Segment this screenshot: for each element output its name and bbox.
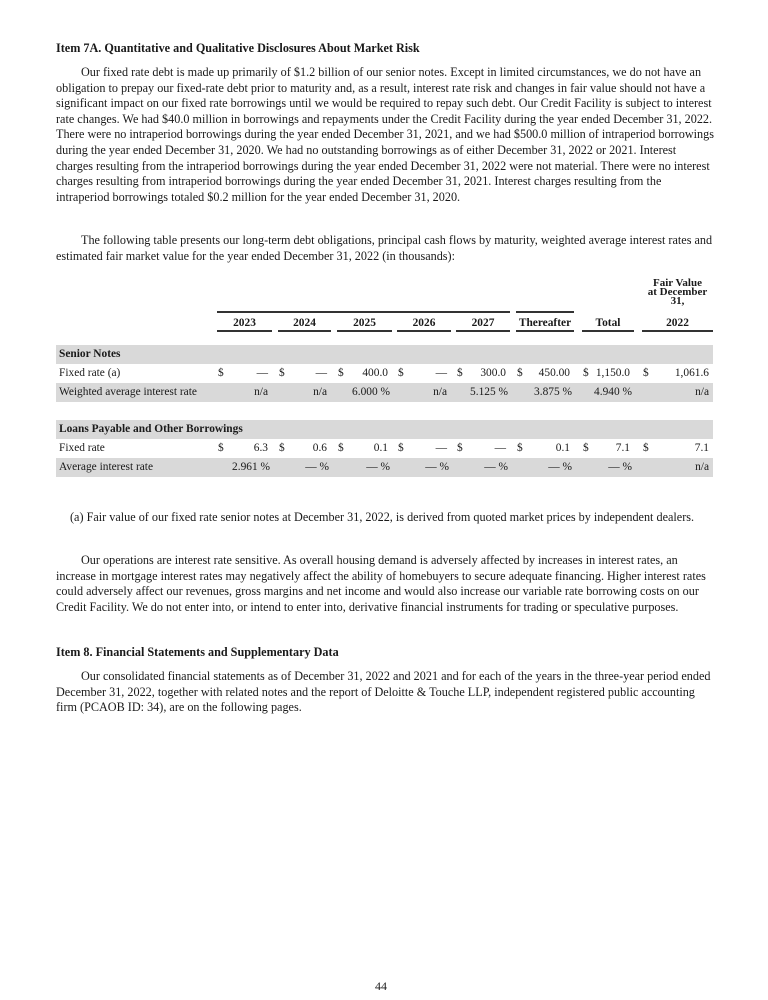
table-cell-value: 2.961 % [232, 461, 270, 473]
column-header: 2027 [471, 317, 495, 329]
dollar-sign: $ [338, 442, 344, 454]
row-label: Weighted average interest rate [59, 386, 197, 398]
dollar-sign: $ [398, 367, 404, 379]
table-cell-value: n/a [695, 461, 709, 473]
dollar-sign: $ [517, 442, 523, 454]
table-cell-value: — % [484, 461, 508, 473]
table-cell-value: 5.125 % [470, 386, 508, 398]
dollar-sign: $ [643, 367, 649, 379]
table-intro-paragraph: The following table presents our long-term debt obligations, principal cash flows by maturity, weighted average interest rates and estimated fair market value for the year ended December 31, 2022 (in thousands): [56, 233, 713, 263]
table-section-header [56, 345, 713, 364]
table-cell-value: 6.000 % [352, 386, 390, 398]
interest-rate-sensitivity-paragraph: Our operations are interest rate sensitive. As overall housing demand is adversely affected by increases in interest rates, an increase in mortgage interest rates may negatively affect the ability of homebuyers to secure adequate financing. Higher interest rates could adversely affect our revenues, gross margins and net income and would also increase our variable rate borrowing costs on our Credit Facility. We do not enter into, or intend to enter into, derivative financial instruments for trading or speculative purposes. [56, 553, 706, 614]
column-header: 2022 [666, 317, 689, 329]
column-header: 2026 [412, 317, 436, 329]
table-cell-value: — % [425, 461, 449, 473]
financial-statements-paragraph: Our consolidated financial statements as of December 31, 2022 and 2021 and for each of the years in the three-year period ended December 31, 2022, together with related notes and the report of Deloitte & Touche LLP, independent registered public accounting firm (PCAOB ID: 34), are on the following pages. [56, 669, 711, 715]
table-cell-value: 300.0 [480, 367, 506, 379]
column-header-underline [217, 330, 272, 332]
table-cell-value: 400.0 [362, 367, 388, 379]
dollar-sign: $ [279, 442, 285, 454]
table-cell-value: — % [548, 461, 572, 473]
table-cell-value: — [435, 442, 447, 454]
table-cell-value: 3.875 % [534, 386, 572, 398]
dollar-sign: $ [218, 442, 224, 454]
table-cell-value: n/a [695, 386, 709, 398]
table-row [56, 383, 713, 402]
header-top-rule [516, 311, 574, 313]
table-cell-value: 450.00 [538, 367, 570, 379]
column-header-underline [582, 330, 634, 332]
fair-value-header-line: 31, [670, 295, 685, 307]
dollar-sign: $ [338, 367, 344, 379]
table-cell-value: — [435, 367, 447, 379]
table-cell-value: — [315, 367, 327, 379]
table-cell-value: 0.1 [555, 442, 570, 454]
column-header-underline [516, 330, 574, 332]
table-cell-value: — % [366, 461, 390, 473]
dollar-sign: $ [583, 367, 589, 379]
row-label: Average interest rate [59, 461, 154, 473]
column-header-underline [337, 330, 392, 332]
dollar-sign: $ [643, 442, 649, 454]
column-header: Total [595, 317, 621, 329]
table-row [56, 439, 713, 458]
dollar-sign: $ [218, 367, 224, 379]
column-header-underline [397, 330, 451, 332]
table-cell-value: — [494, 442, 506, 454]
table-cell-value: — % [608, 461, 632, 473]
market-risk-paragraph: Our fixed rate debt is made up primarily of $1.2 billion of our senior notes. Except in limited circumstances, we do not have an obligation to prepay our fixed-rate debt prior to maturity and, as a result, interest rate risk and changes in fair value should not have a significant impact on our fixed rate borrowings until we would be required to repay such debt. Our Credit Facility is subject to interest rate changes. We had $40.0 million in borrowings and repayments under the Credit Facility during the year ended December 31, 2022. There were no intraperiod borrowings during the year ended December 31, 2021, and we had $500.0 million of intraperiod borrowings during the year ended December 31, 2020. We had no outstanding borrowings as of either December 31, 2022 or 2021. Interest charges resulting from the intraperiod borrowings during the year ended December 31, 2022 were not material. There were no interest charges resulting from intraperiod borrowings during the year ended December 31, 2021. Interest charges resulting from the intraperiod borrowings totaled $0.2 million for the year ended December 31, 2020. [56, 65, 714, 204]
table-cell-value: — % [305, 461, 329, 473]
table-cell-value: 1,150.0 [595, 367, 630, 379]
table-cell-value: — [256, 367, 268, 379]
column-header-underline [642, 330, 713, 332]
fair-value-header-line: Fair Value [652, 277, 702, 289]
table-cell-value: 7.1 [615, 442, 630, 454]
page-number: 44 [375, 979, 387, 993]
dollar-sign: $ [457, 367, 463, 379]
table-section-header [56, 420, 713, 439]
table-cell-value: 6.3 [253, 442, 268, 454]
column-header: Thereafter [518, 317, 572, 329]
table-cell-value: 1,061.6 [674, 367, 709, 379]
dollar-sign: $ [279, 367, 285, 379]
section-title: Senior Notes [59, 348, 121, 360]
dollar-sign: $ [398, 442, 404, 454]
row-label: Fixed rate (a) [59, 367, 121, 379]
table-cell-value: n/a [254, 386, 268, 398]
header-top-rule [217, 311, 510, 313]
footnote-a: (a) Fair value of our fixed rate senior notes at December 31, 2022, is derived from quoted market prices by independent dealers. [70, 510, 695, 524]
table-cell-value: 4.940 % [594, 386, 632, 398]
table-cell-value: 0.6 [312, 442, 327, 454]
table-cell-value: n/a [433, 386, 447, 398]
dollar-sign: $ [517, 367, 523, 379]
row-label: Fixed rate [59, 442, 105, 454]
dollar-sign: $ [583, 442, 589, 454]
section-heading-item-8: Item 8. Financial Statements and Supplementary Data [56, 645, 339, 659]
table-cell-value: 7.1 [694, 442, 709, 454]
table-cell-value: 0.1 [373, 442, 388, 454]
column-header: 2025 [353, 317, 376, 329]
column-header: 2023 [233, 317, 256, 329]
table-row [56, 458, 713, 477]
column-header: 2024 [293, 317, 316, 329]
section-title: Loans Payable and Other Borrowings [59, 423, 243, 435]
table-row [56, 364, 713, 383]
fair-value-header-line: at December [647, 286, 708, 298]
column-header-underline [456, 330, 510, 332]
dollar-sign: $ [457, 442, 463, 454]
column-header-underline [278, 330, 331, 332]
table-cell-value: n/a [313, 386, 327, 398]
section-heading-item-7a: Item 7A. Quantitative and Qualitative Disclosures About Market Risk [56, 41, 420, 55]
